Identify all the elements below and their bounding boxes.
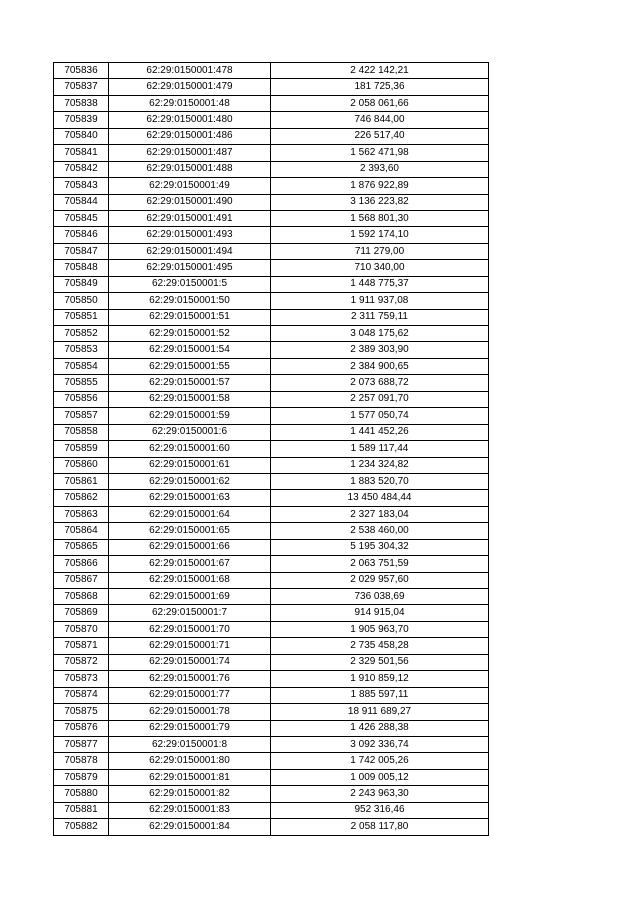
table-row xyxy=(54,375,489,391)
cadastral-number-cell: 62:29:0150001:78 xyxy=(109,704,271,720)
table-row xyxy=(54,309,489,325)
cadastral-value-cell: 2 029 957,60 xyxy=(271,572,489,588)
row-number-cell: 705860 xyxy=(54,457,109,473)
cadastral-value-cell: 2 327 183,04 xyxy=(271,506,489,522)
cadastral-number-cell: 62:29:0150001:65 xyxy=(109,523,271,539)
cadastral-number-cell: 62:29:0150001:487 xyxy=(109,145,271,161)
table-row xyxy=(54,506,489,522)
table-row xyxy=(54,112,489,128)
table-row xyxy=(54,473,489,489)
cadastral-number-cell: 62:29:0150001:59 xyxy=(109,408,271,424)
cadastral-value-cell: 952 316,46 xyxy=(271,802,489,818)
table-row xyxy=(54,671,489,687)
table-row xyxy=(54,326,489,342)
cadastral-number-cell: 62:29:0150001:8 xyxy=(109,736,271,752)
cadastral-number-cell: 62:29:0150001:82 xyxy=(109,786,271,802)
cadastral-number-cell: 62:29:0150001:84 xyxy=(109,819,271,835)
table-row xyxy=(54,556,489,572)
table-row xyxy=(54,63,489,79)
table-row xyxy=(54,293,489,309)
cadastral-value-cell: 2 058 061,66 xyxy=(271,95,489,111)
cadastral-value-cell: 1 589 117,44 xyxy=(271,441,489,457)
cadastral-number-cell: 62:29:0150001:494 xyxy=(109,243,271,259)
cadastral-value-cell: 710 340,00 xyxy=(271,260,489,276)
cadastral-number-cell: 62:29:0150001:486 xyxy=(109,128,271,144)
cadastral-value-cell: 2 063 751,59 xyxy=(271,556,489,572)
table-row xyxy=(54,161,489,177)
table-row xyxy=(54,720,489,736)
row-number-cell: 705858 xyxy=(54,424,109,440)
row-number-cell: 705868 xyxy=(54,589,109,605)
table-row xyxy=(54,457,489,473)
cadastral-value-cell: 1 876 922,89 xyxy=(271,178,489,194)
table-row xyxy=(54,769,489,785)
row-number-cell: 705877 xyxy=(54,736,109,752)
row-number-cell: 705856 xyxy=(54,391,109,407)
cadastral-number-cell: 62:29:0150001:50 xyxy=(109,293,271,309)
table-row xyxy=(54,95,489,111)
table-row xyxy=(54,539,489,555)
table-row xyxy=(54,210,489,226)
cadastral-value-cell: 914 915,04 xyxy=(271,605,489,621)
cadastral-number-cell: 62:29:0150001:76 xyxy=(109,671,271,687)
cadastral-value-cell: 2 422 142,21 xyxy=(271,63,489,79)
cadastral-number-cell: 62:29:0150001:74 xyxy=(109,654,271,670)
cadastral-value-cell: 1 568 801,30 xyxy=(271,210,489,226)
row-number-cell: 705861 xyxy=(54,473,109,489)
row-number-cell: 705842 xyxy=(54,161,109,177)
cadastral-value-cell: 3 092 336,74 xyxy=(271,736,489,752)
table-row xyxy=(54,178,489,194)
row-number-cell: 705872 xyxy=(54,654,109,670)
cadastral-number-cell: 62:29:0150001:70 xyxy=(109,621,271,637)
cadastral-value-cell: 1 905 963,70 xyxy=(271,621,489,637)
cadastral-number-cell: 62:29:0150001:83 xyxy=(109,802,271,818)
cadastral-value-cell: 1 911 937,08 xyxy=(271,293,489,309)
cadastral-value-cell: 2 311 759,11 xyxy=(271,309,489,325)
cadastral-value-cell: 1 742 005,26 xyxy=(271,753,489,769)
cadastral-number-cell: 62:29:0150001:55 xyxy=(109,358,271,374)
cadastral-number-cell: 62:29:0150001:54 xyxy=(109,342,271,358)
cadastral-number-cell: 62:29:0150001:79 xyxy=(109,720,271,736)
cadastral-value-cell: 2 384 900,65 xyxy=(271,358,489,374)
cadastral-value-cell: 181 725,36 xyxy=(271,79,489,95)
cadastral-value-cell: 711 279,00 xyxy=(271,243,489,259)
table-row xyxy=(54,523,489,539)
table-row xyxy=(54,605,489,621)
cadastral-number-cell: 62:29:0150001:71 xyxy=(109,638,271,654)
cadastral-value-cell: 1 592 174,10 xyxy=(271,227,489,243)
cadastral-number-cell: 62:29:0150001:480 xyxy=(109,112,271,128)
cadastral-number-cell: 62:29:0150001:80 xyxy=(109,753,271,769)
cadastral-value-cell: 1 234 324,82 xyxy=(271,457,489,473)
cadastral-value-cell: 2 389 303,90 xyxy=(271,342,489,358)
cadastral-value-cell: 2 329 501,56 xyxy=(271,654,489,670)
cadastral-value-cell: 2 393,60 xyxy=(271,161,489,177)
table-row xyxy=(54,621,489,637)
table-row xyxy=(54,79,489,95)
cadastral-number-cell: 62:29:0150001:63 xyxy=(109,490,271,506)
cadastral-number-cell: 62:29:0150001:6 xyxy=(109,424,271,440)
cadastral-number-cell: 62:29:0150001:479 xyxy=(109,79,271,95)
cadastral-value-cell: 736 038,69 xyxy=(271,589,489,605)
table-row xyxy=(54,786,489,802)
cadastral-value-cell: 1 441 452,26 xyxy=(271,424,489,440)
table-row xyxy=(54,753,489,769)
row-number-cell: 705855 xyxy=(54,375,109,391)
row-number-cell: 705874 xyxy=(54,687,109,703)
row-number-cell: 705859 xyxy=(54,441,109,457)
table-row xyxy=(54,572,489,588)
cadastral-number-cell: 62:29:0150001:5 xyxy=(109,276,271,292)
cadastral-value-cell: 2 058 117,80 xyxy=(271,819,489,835)
cadastral-number-cell: 62:29:0150001:52 xyxy=(109,326,271,342)
cadastral-value-cell: 2 073 688,72 xyxy=(271,375,489,391)
cadastral-number-cell: 62:29:0150001:7 xyxy=(109,605,271,621)
cadastral-value-cell: 746 844,00 xyxy=(271,112,489,128)
cadastral-number-cell: 62:29:0150001:66 xyxy=(109,539,271,555)
cadastral-value-cell: 1 009 005,12 xyxy=(271,769,489,785)
row-number-cell: 705870 xyxy=(54,621,109,637)
row-number-cell: 705841 xyxy=(54,145,109,161)
table-row xyxy=(54,276,489,292)
table-row xyxy=(54,145,489,161)
cadastral-number-cell: 62:29:0150001:77 xyxy=(109,687,271,703)
cadastral-number-cell: 62:29:0150001:69 xyxy=(109,589,271,605)
cadastral-number-cell: 62:29:0150001:61 xyxy=(109,457,271,473)
row-number-cell: 705871 xyxy=(54,638,109,654)
table-row xyxy=(54,391,489,407)
cadastral-value-cell: 1 883 520,70 xyxy=(271,473,489,489)
cadastral-number-cell: 62:29:0150001:64 xyxy=(109,506,271,522)
table-row xyxy=(54,424,489,440)
cadastral-number-cell: 62:29:0150001:60 xyxy=(109,441,271,457)
table-row xyxy=(54,589,489,605)
row-number-cell: 705866 xyxy=(54,556,109,572)
cadastral-number-cell: 62:29:0150001:57 xyxy=(109,375,271,391)
table-row xyxy=(54,802,489,818)
cadastral-number-cell: 62:29:0150001:68 xyxy=(109,572,271,588)
table-row xyxy=(54,441,489,457)
cadastral-value-cell: 2 735 458,28 xyxy=(271,638,489,654)
row-number-cell: 705853 xyxy=(54,342,109,358)
table-row xyxy=(54,736,489,752)
row-number-cell: 705869 xyxy=(54,605,109,621)
cadastral-number-cell: 62:29:0150001:67 xyxy=(109,556,271,572)
table-row xyxy=(54,638,489,654)
table-row xyxy=(54,342,489,358)
cadastral-number-cell: 62:29:0150001:51 xyxy=(109,309,271,325)
cadastral-value-cell: 1 577 050,74 xyxy=(271,408,489,424)
cadastral-number-cell: 62:29:0150001:490 xyxy=(109,194,271,210)
cadastral-number-cell: 62:29:0150001:49 xyxy=(109,178,271,194)
row-number-cell: 705840 xyxy=(54,128,109,144)
row-number-cell: 705848 xyxy=(54,260,109,276)
cadastral-number-cell: 62:29:0150001:48 xyxy=(109,95,271,111)
cadastral-value-cell: 5 195 304,32 xyxy=(271,539,489,555)
row-number-cell: 705864 xyxy=(54,523,109,539)
row-number-cell: 705880 xyxy=(54,786,109,802)
cadastral-value-cell: 1 885 597,11 xyxy=(271,687,489,703)
row-number-cell: 705837 xyxy=(54,79,109,95)
cadastral-number-cell: 62:29:0150001:493 xyxy=(109,227,271,243)
row-number-cell: 705865 xyxy=(54,539,109,555)
cadastral-value-cell: 2 243 963,30 xyxy=(271,786,489,802)
table-row xyxy=(54,194,489,210)
row-number-cell: 705881 xyxy=(54,802,109,818)
row-number-cell: 705838 xyxy=(54,95,109,111)
row-number-cell: 705862 xyxy=(54,490,109,506)
row-number-cell: 705882 xyxy=(54,819,109,835)
table-row xyxy=(54,243,489,259)
table-row xyxy=(54,358,489,374)
row-number-cell: 705851 xyxy=(54,309,109,325)
cadastral-number-cell: 62:29:0150001:58 xyxy=(109,391,271,407)
row-number-cell: 705873 xyxy=(54,671,109,687)
row-number-cell: 705836 xyxy=(54,63,109,79)
table-row xyxy=(54,819,489,835)
cadastral-value-cell: 1 910 859,12 xyxy=(271,671,489,687)
row-number-cell: 705857 xyxy=(54,408,109,424)
row-number-cell: 705846 xyxy=(54,227,109,243)
cadastral-value-cell: 2 538 460,00 xyxy=(271,523,489,539)
row-number-cell: 705844 xyxy=(54,194,109,210)
cadastral-number-cell: 62:29:0150001:491 xyxy=(109,210,271,226)
row-number-cell: 705876 xyxy=(54,720,109,736)
row-number-cell: 705849 xyxy=(54,276,109,292)
table-row xyxy=(54,687,489,703)
cadastral-number-cell: 62:29:0150001:495 xyxy=(109,260,271,276)
table-row xyxy=(54,128,489,144)
table-row xyxy=(54,704,489,720)
table-row xyxy=(54,260,489,276)
cadastral-number-cell: 62:29:0150001:488 xyxy=(109,161,271,177)
row-number-cell: 705878 xyxy=(54,753,109,769)
table-row xyxy=(54,227,489,243)
cadastral-number-cell: 62:29:0150001:478 xyxy=(109,63,271,79)
row-number-cell: 705875 xyxy=(54,704,109,720)
cadastral-value-cell: 13 450 484,44 xyxy=(271,490,489,506)
row-number-cell: 705843 xyxy=(54,178,109,194)
table-row xyxy=(54,490,489,506)
row-number-cell: 705847 xyxy=(54,243,109,259)
cadastral-value-cell: 1 448 775,37 xyxy=(271,276,489,292)
row-number-cell: 705839 xyxy=(54,112,109,128)
row-number-cell: 705854 xyxy=(54,358,109,374)
cadastral-number-cell: 62:29:0150001:81 xyxy=(109,769,271,785)
cadastral-value-cell: 2 257 091,70 xyxy=(271,391,489,407)
row-number-cell: 705879 xyxy=(54,769,109,785)
row-number-cell: 705845 xyxy=(54,210,109,226)
row-number-cell: 705863 xyxy=(54,506,109,522)
cadastral-value-cell: 226 517,40 xyxy=(271,128,489,144)
table-row xyxy=(54,654,489,670)
cadastral-value-cell: 1 562 471,98 xyxy=(271,145,489,161)
cadastral-value-table xyxy=(53,62,489,836)
cadastral-value-cell: 3 048 175,62 xyxy=(271,326,489,342)
cadastral-number-cell: 62:29:0150001:62 xyxy=(109,473,271,489)
row-number-cell: 705852 xyxy=(54,326,109,342)
table-body xyxy=(54,63,489,836)
cadastral-value-cell: 1 426 288,38 xyxy=(271,720,489,736)
cadastral-value-cell: 18 911 689,27 xyxy=(271,704,489,720)
cadastral-value-cell: 3 136 223,82 xyxy=(271,194,489,210)
row-number-cell: 705867 xyxy=(54,572,109,588)
row-number-cell: 705850 xyxy=(54,293,109,309)
table-row xyxy=(54,408,489,424)
